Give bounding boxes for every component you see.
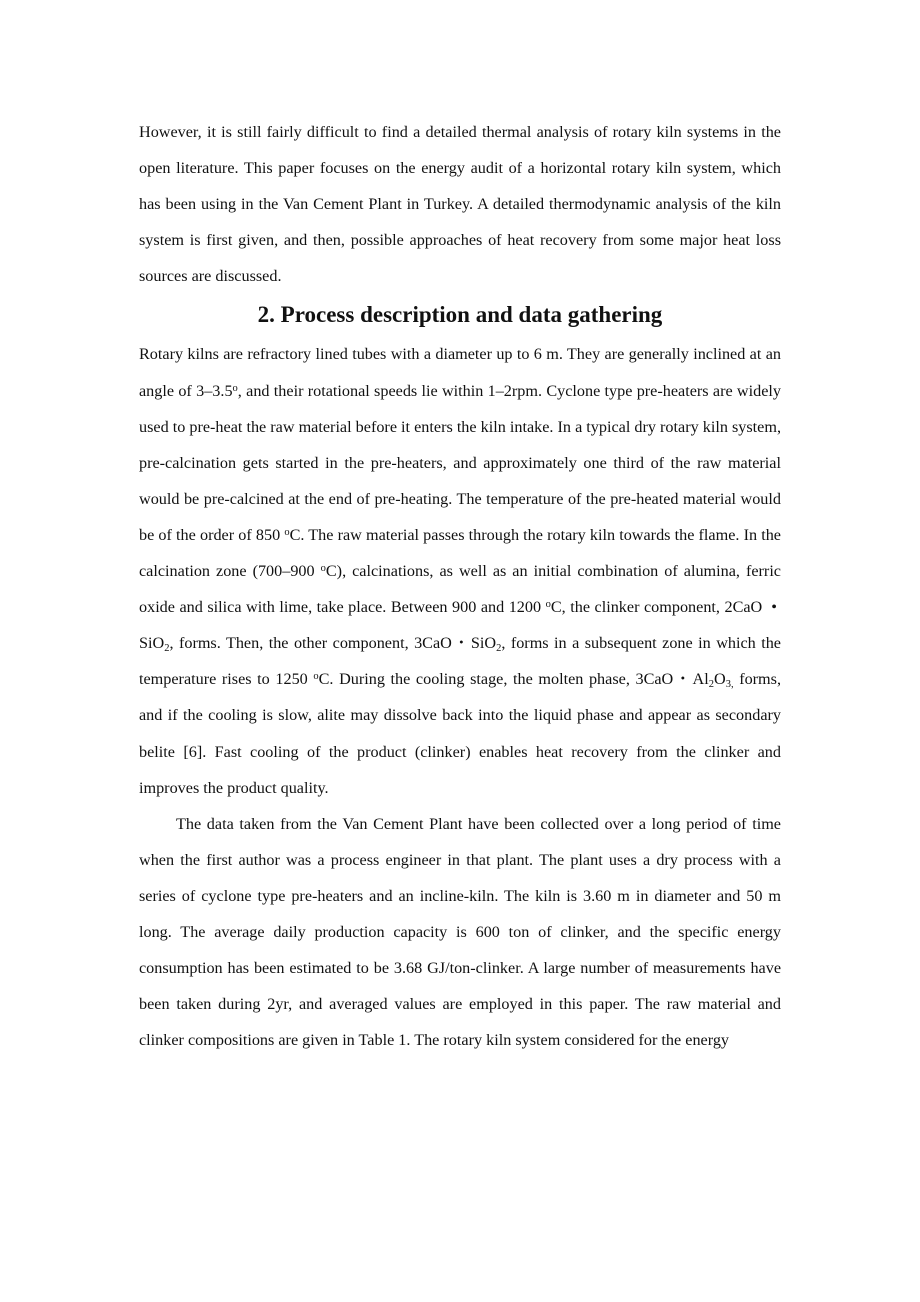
degree-superscript: o bbox=[320, 563, 326, 575]
degree-superscript: o bbox=[232, 382, 238, 394]
chemical-subscript: 3, bbox=[725, 679, 734, 691]
degree-superscript: o bbox=[545, 599, 551, 611]
data-paragraph bbox=[139, 806, 781, 1059]
document-page bbox=[139, 114, 781, 1058]
process-text: , forms. Then, the other component, 3CaO・SiO bbox=[169, 634, 497, 653]
degree-superscript: o bbox=[284, 526, 290, 538]
chemical-subscript: 2 bbox=[496, 643, 502, 655]
process-text: C. During the cooling stage, the molten phase, 3CaO・Al bbox=[318, 670, 709, 689]
data-text: The data taken from the Van Cement Plant have been collected over a long period of time when the first author was a process engineer in that plant. The plant uses a dry process with a series of cyclone type pre-heaters and an incline-kiln. The kiln is 3.60 m in diameter and 50 m long. The average daily production capacity is 600 ton of clinker, and the specific energy consumption has been estimated to be 3.68 GJ/ton-clinker. A large number of measurements have been taken during 2yr, and averaged values are employed in this paper. The raw material and clinker compositions are given in Table 1. The rotary kiln system considered for the energy bbox=[139, 814, 781, 1050]
process-text: Rotary kilns are refractory lined tubes with a diameter up to 6 m. They are generally inclined at an angle of 3–3.5 bbox=[139, 345, 781, 400]
process-text: O bbox=[714, 670, 726, 689]
process-text: forms, and if the cooling is slow, alite may dissolve back into the liquid phase and appear as secondary belite [6]. Fast cooling of the product (clinker) enables heat recovery from the clinker and improves the product quality. bbox=[139, 670, 781, 797]
chemical-subscript: 2 bbox=[164, 643, 170, 655]
chemical-subscript: 2 bbox=[708, 679, 714, 691]
intro-paragraph bbox=[139, 114, 781, 294]
section-heading: 2. Process description and data gathering bbox=[257, 302, 663, 328]
process-text: C, the clinker component, 2CaO • SiO bbox=[139, 598, 782, 653]
intro-text: However, it is still fairly difficult to find a detailed thermal analysis of rotary kiln systems in the open literature. This paper focuses on the energy audit of a horizontal rotary kiln system, which has been using in the Van Cement Plant in Turkey. A detailed thermodynamic analysis of the kiln system is first given, and then, possible approaches of heat recovery from some major heat loss sources are discussed. bbox=[139, 123, 781, 286]
process-text: , and their rotational speeds lie within 1–2rpm. Cyclone type pre-heaters are widely used to pre-heat the raw material before it enters the kiln intake. In a typical dry rotary kiln system, pre-calcination gets started in the pre-heaters, and approximately one third of the raw material would be pre-calcined at the end of pre-heating. The temperature of the pre-heated material would be of the order of 850 bbox=[139, 381, 781, 544]
process-text: , forms in a subsequent zone in which the temperature rises to 1250 bbox=[139, 634, 781, 689]
process-paragraph bbox=[139, 336, 781, 805]
process-text: C. The raw material passes through the rotary kiln towards the flame. In the calcination zone (700–900 bbox=[139, 525, 781, 581]
degree-superscript: o bbox=[313, 671, 319, 683]
process-text: C), calcinations, as well as an initial combination of alumina, ferric oxide and silica with lime, take place. Between 900 and 1200 bbox=[139, 562, 781, 617]
